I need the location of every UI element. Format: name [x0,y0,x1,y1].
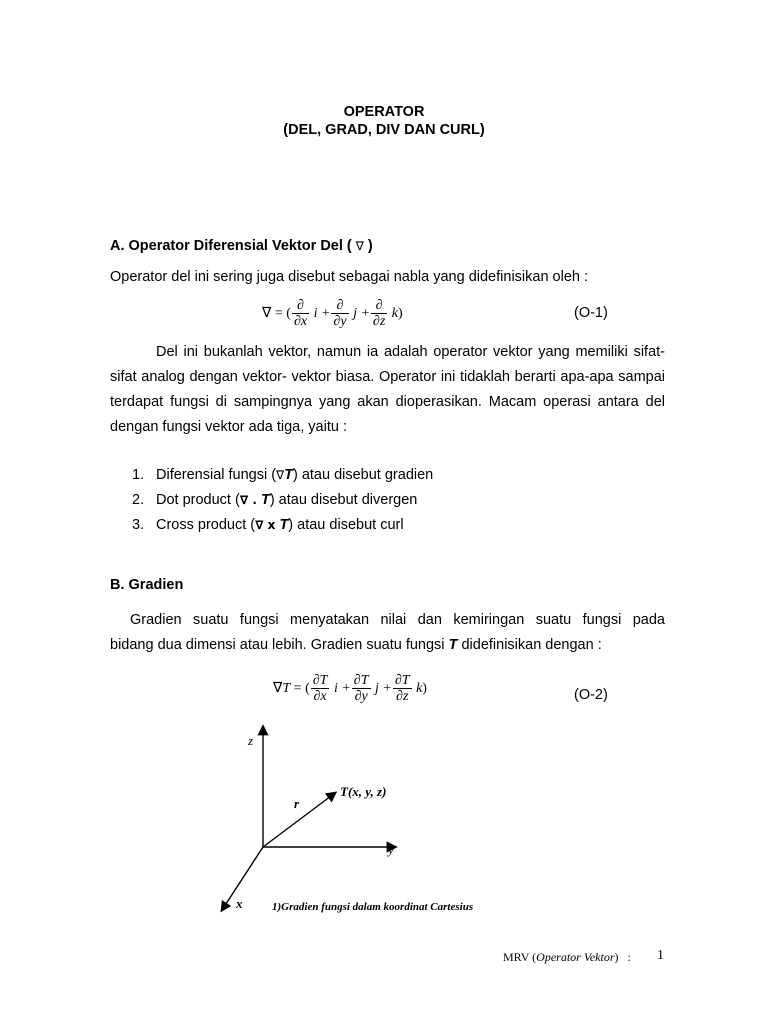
section-a-heading-close: ) [367,238,373,254]
page-title: OPERATOR [343,104,425,120]
cartesian-diagram [200,715,450,925]
section-a-heading-text: A. Operator Diferensial Vektor Del ( [110,238,352,254]
y-axis-label: y [388,842,394,857]
figure-caption: 1)Gradien fungsi dalam koordinat Cartesius [272,901,474,913]
list-item: 2. Dot product (∇ . T) atau disebut divergen [132,492,418,508]
equation-o2: ∇ T = ( $\frac{\partial T}{\partial x}$ i + $\frac{\partial T}{\partial y}$ j + $\frac{\partial T}{\partial z}$ k ) [273,673,427,704]
z-axis-label: z [248,733,254,748]
footer-text: MRV (Operator Vektor) : [503,950,631,964]
equation-o1-label: (O-1) [574,305,608,321]
list-item: 1. Diferensial fungsi (∇T) atau disebut gradien [132,467,434,483]
list-item: 3. Cross product (∇ x T) atau disebut curl [132,517,404,533]
page-subtitle: (DEL, GRAD, DIV DAN CURL) [283,122,485,138]
vector-r-label: r [294,796,300,811]
point-label: T(x, y, z) [340,784,387,799]
section-a-paragraph: Del ini bukanlah vektor, namun ia adalah operator vektor yang memiliki sifat-sifat analog dengan vektor- vektor biasa. Operator ini tidaklah berarti apa-apa sampai terdapat fungsi di sampingnya yang akan dioperasikan. Macam operasi antara del dengan fungsi vektor ada tiga, yaitu : [110,344,665,435]
section-b-paragraph-line2: bidang dua dimensi atau lebih. Gradien suatu fungsi T didefinisikan dengan : [110,637,602,653]
section-a-intro: Operator del ini sering juga disebut sebagai nabla yang didefinisikan oleh : [110,269,589,285]
x-axis-label: x [236,896,243,911]
page-number: 1 [657,948,664,963]
section-b-paragraph-line1: Gradien suatu fungsi menyatakan nilai dan kemiringan suatu fungsi pada [130,612,665,628]
section-b-heading: B. Gradien [110,577,184,593]
nabla-symbol: ∇ [355,239,364,253]
section-a-heading [110,238,373,254]
equation-o2-label: (O-2) [574,687,608,703]
equation-o1: ∇ = ( $\frac{\partial}{\partial x}$ i + $\frac{\partial}{\partial y}$ j + $\frac{\partial}{\partial z}$ k ) [262,298,403,329]
